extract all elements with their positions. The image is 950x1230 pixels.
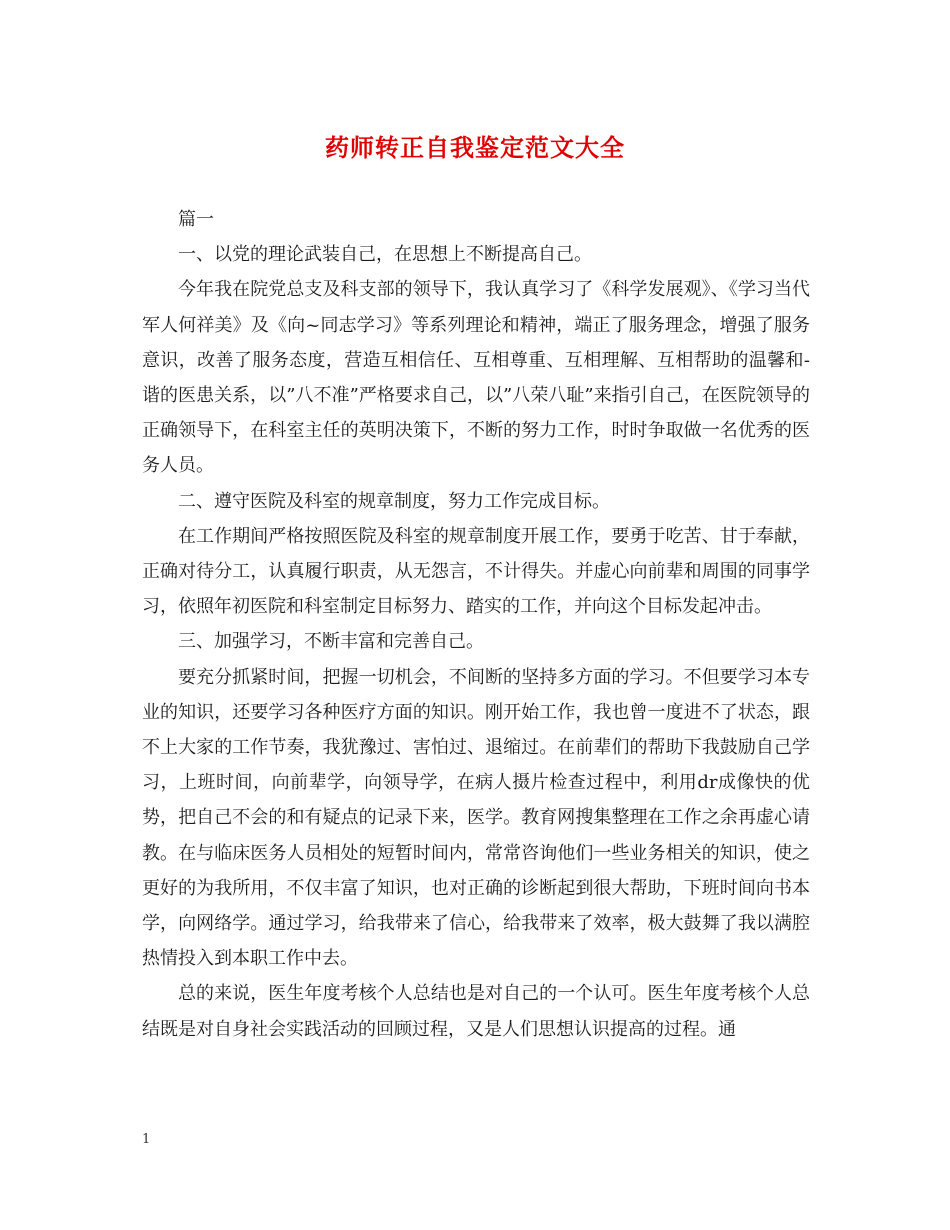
paragraph: 要充分抓紧时间，把握一切机会，不间断的坚持多方面的学习。不但要学习本专业的知识，还要学习各种医疗方面的知识。刚开始工作，我也曾一度进不了状态，跟不上大家的工作节奏，我犹豫过、害怕过、退缩过。在前辈们的帮助下我鼓励自己学习，上班时间，向前辈学，向领导学，在病人摄片检查过程中，利用dr成像快的优势，把自己不会的和有疑点的记录下来，医学。教育网搜集整理在工作之余再虚心请教。在与临床医务人员相处的短暂时间内，常常咨询他们一些业务相关的知识，使之更好的为我所用，不仅丰富了知识，也对正确的诊断起到很大帮助，下班时间向书本学，向网络学。通过学习，给我带来了信心，给我带来了效率，极大鼓舞了我以满腔热情投入到本职工作中去。 bbox=[142, 666, 810, 970]
document-title: 药师转正自我鉴定范文大全 bbox=[325, 133, 625, 162]
paragraph: 总的来说，医生年度考核个人总结也是对自己的一个认可。医生年度考核个人总结既是对自身社会实践活动的回顾过程，又是人们思想认识提高的过程。通 bbox=[142, 983, 810, 1040]
section-heading-3: 三、加强学习，不断丰富和完善自己。 bbox=[178, 631, 484, 653]
page-number: 1 bbox=[142, 1132, 151, 1147]
section-label: 篇一 bbox=[178, 209, 214, 230]
section-heading-2: 二、遵守医院及科室的规章制度，努力工作完成目标。 bbox=[178, 490, 610, 512]
paragraph: 在工作期间严格按照医院及科室的规章制度开展工作，要勇于吃苦、甘于奉献，正确对待分工，认真履行职责，从无怨言，不计得失。并虚心向前辈和周围的同事学习，依照年初医院和科室制定目标努力、踏实的工作，并向这个目标发起冲击。 bbox=[142, 525, 810, 618]
paragraph: 今年我在院党总支及科支部的领导下，我认真学习了《科学发展观》、《学习当代军人何祥美》及《向~同志学习》等系列理论和精神，端正了服务理念，增强了服务意识，改善了服务态度，营造互相信任、互相尊重、互相理解、互相帮助的温馨和-谐的医患关系，以”八不准”严格要求自己，以”八荣八耻”来指引自己，在医院领导的正确领导下，在科室主任的英明决策下，不断的努力工作，时时争取做一名优秀的医务人员。 bbox=[142, 279, 810, 477]
document-body bbox=[142, 202, 810, 1047]
section-heading-1: 一、以党的理论武装自己，在思想上不断提高自己。 bbox=[178, 244, 592, 266]
